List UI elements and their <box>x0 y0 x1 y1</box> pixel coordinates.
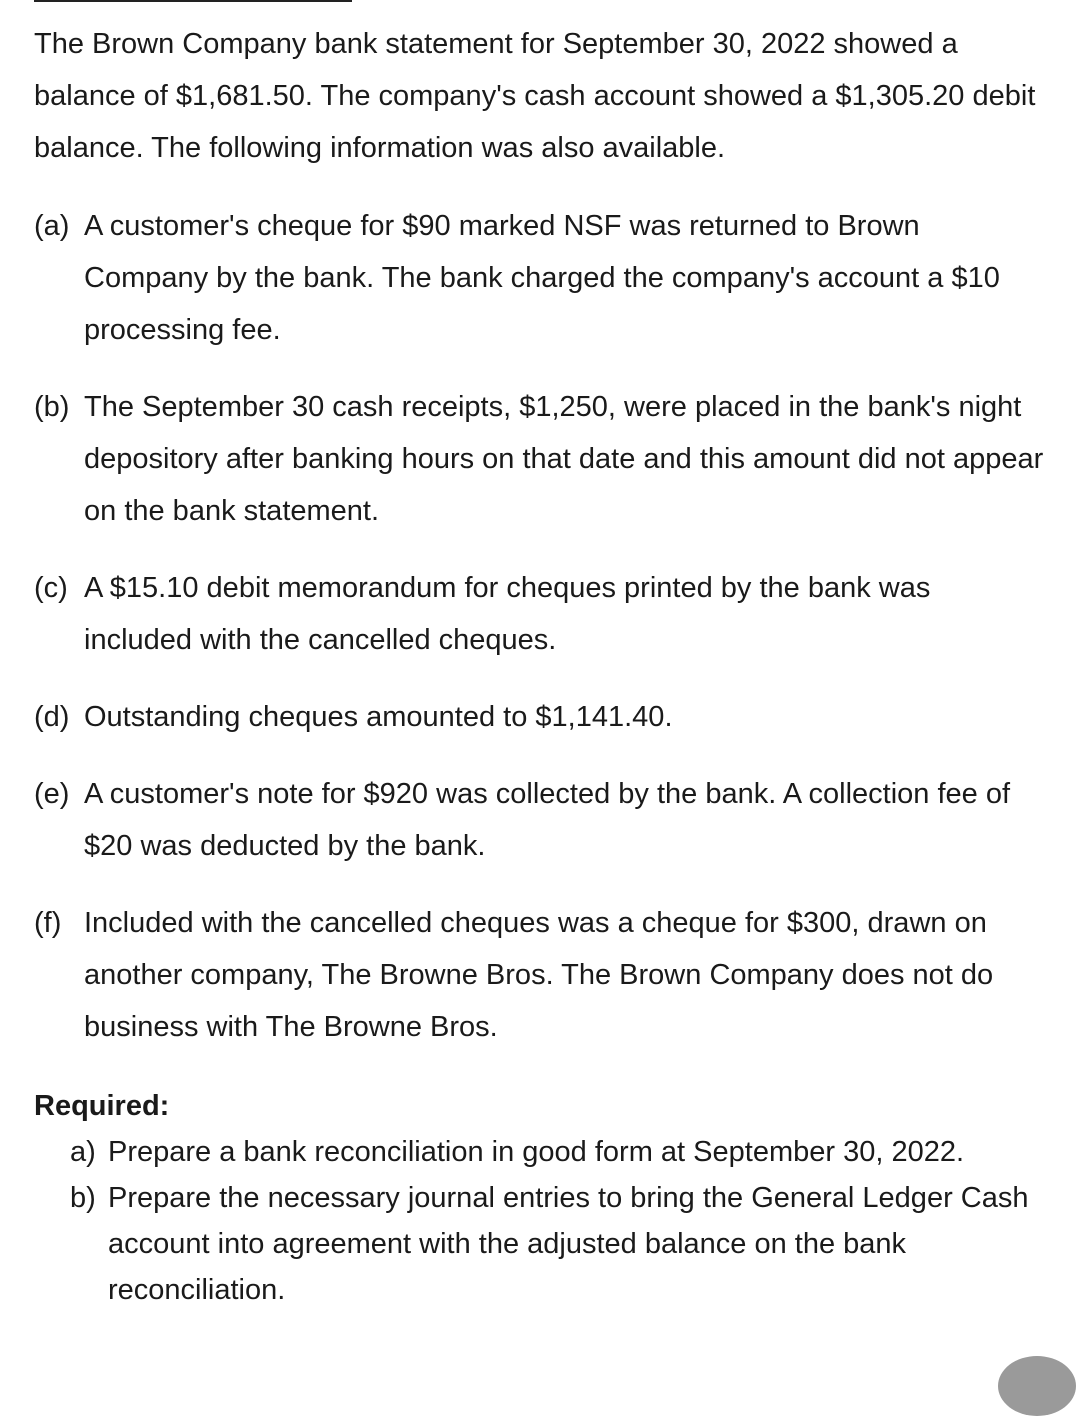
intro-paragraph: The Brown Company bank statement for September 30, 2022 showed a balance of $1,681.50. The company's cash account showed a $1,305.20 debit balance. The following information was also available. <box>34 28 1036 164</box>
item-marker: (c) <box>34 572 68 604</box>
item-marker: (a) <box>34 210 70 242</box>
required-heading: Required: <box>34 1090 170 1122</box>
item-text: A $15.10 debit memorandum for cheques printed by the bank was included with the cancelled cheques. <box>84 572 931 656</box>
list-item <box>34 768 1044 872</box>
information-list <box>34 200 1044 1053</box>
item-marker: (d) <box>34 701 70 733</box>
required-item-marker: a) <box>70 1136 96 1168</box>
required-item-marker: b) <box>70 1182 96 1214</box>
item-marker: (b) <box>34 391 70 423</box>
required-list <box>34 1129 1044 1313</box>
required-item-text: Prepare the necessary journal entries to bring the General Ledger Cash account into agreement with the adjusted balance on the bank reconciliation. <box>108 1182 1029 1306</box>
top-rule-divider <box>34 0 352 2</box>
item-marker: (f) <box>34 907 62 939</box>
list-item <box>34 897 1044 1053</box>
item-text: A customer's cheque for $90 marked NSF was returned to Brown Company by the bank. The bank charged the company's account a $10 processing fee. <box>84 210 1000 346</box>
item-text: Outstanding cheques amounted to $1,141.40. <box>84 701 673 733</box>
item-text: The September 30 cash receipts, $1,250, were placed in the bank's night depository after banking hours on that date and this amount did not appear on the bank statement. <box>84 391 1044 527</box>
scroll-handle[interactable] <box>998 1356 1076 1416</box>
list-item <box>34 562 1044 666</box>
required-item <box>70 1175 1044 1313</box>
required-item <box>70 1129 1044 1175</box>
item-marker: (e) <box>34 778 70 810</box>
list-item <box>34 381 1044 537</box>
item-text: Included with the cancelled cheques was a cheque for $300, drawn on another company, The Browne Bros. The Brown Company does not do business with The Browne Bros. <box>84 907 994 1043</box>
list-item <box>34 200 1044 356</box>
required-item-text: Prepare a bank reconciliation in good form at September 30, 2022. <box>108 1136 965 1168</box>
required-section <box>34 1083 1044 1313</box>
item-text: A customer's note for $920 was collected by the bank. A collection fee of $20 was deducted by the bank. <box>84 778 1011 862</box>
list-item <box>34 691 1044 743</box>
